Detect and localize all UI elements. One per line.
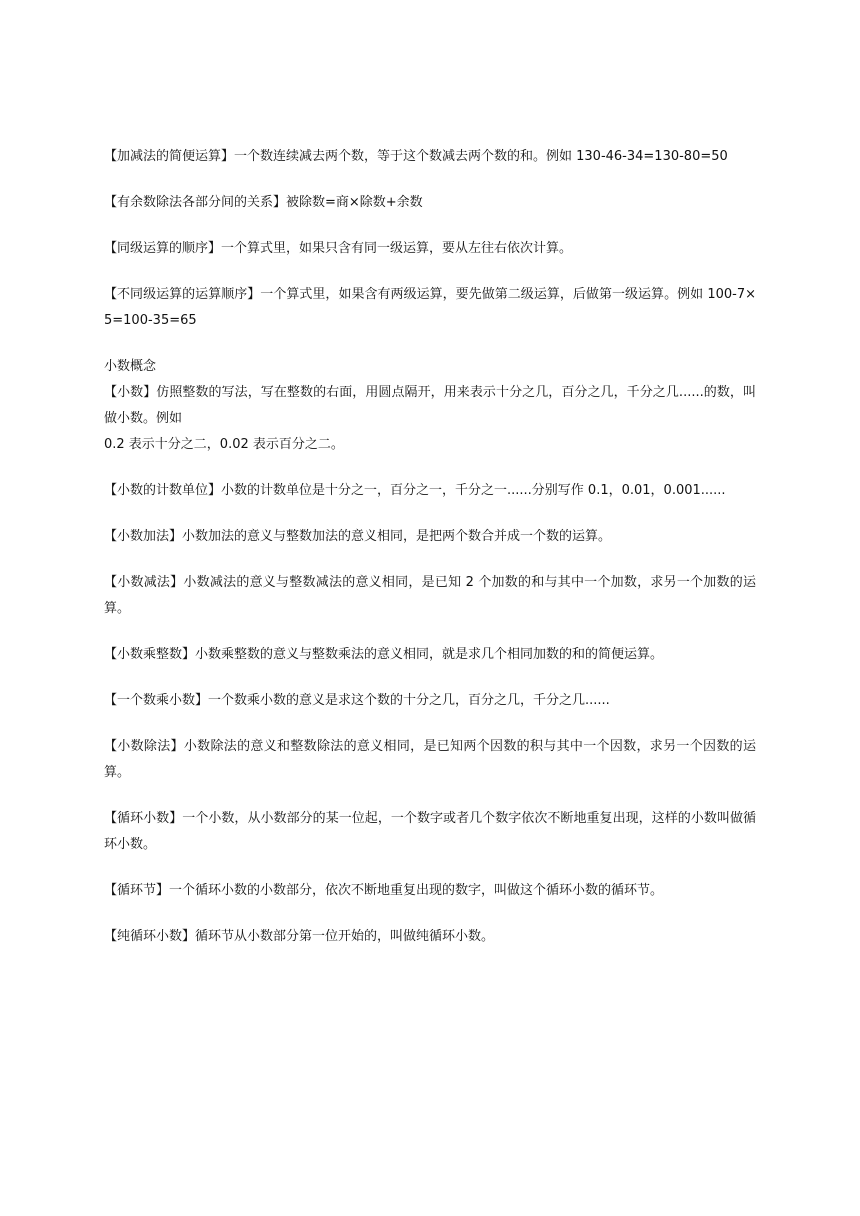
section-heading-decimals: 小数概念	[104, 359, 157, 374]
paragraph-division-with-remainder: 【有余数除法各部分间的关系】被除数=商×除数+余数	[104, 195, 423, 210]
paragraph-repetend: 【循环节】一个循环小数的小数部分，依次不断地重复出现的数字，叫做这个循环小数的循环节。	[104, 883, 664, 898]
paragraph-decimal-subtraction: 【小数减法】小数减法的意义与整数减法的意义相同，是已知 2 个加数的和与其中一个加数，求另一个加数的运算。	[104, 575, 756, 616]
paragraph-simplified-add-subtract: 【加减法的简便运算】一个数连续减去两个数，等于这个数减去两个数的和。例如 130-46-34=130-80=50	[104, 149, 728, 164]
paragraph-different-level-order: 【不同级运算的运算顺序】一个算式里，如果含有两级运算，要先做第二级运算，后做第一级运算。例如 100-7×5=100-35=65	[104, 287, 756, 328]
paragraph-decimal-definition	[104, 380, 756, 458]
document-body	[104, 144, 756, 970]
paragraph-decimal-addition: 【小数加法】小数加法的意义与整数加法的意义相同，是把两个数合并成一个数的运算。	[104, 529, 612, 544]
paragraph-same-level-order: 【同级运算的顺序】一个算式里，如果只含有同一级运算，要从左往右依次计算。	[104, 241, 573, 256]
paragraph-number-times-decimal: 【一个数乘小数】一个数乘小数的意义是求这个数的十分之几，百分之几，千分之几......	[104, 693, 610, 708]
paragraph-pure-recurring-decimal: 【纯循环小数】循环节从小数部分第一位开始的，叫做纯循环小数。	[104, 929, 495, 944]
paragraph-recurring-decimal: 【循环小数】一个小数，从小数部分的某一位起，一个数字或者几个数字依次不断地重复出现，这样的小数叫做循环小数。	[104, 811, 756, 852]
paragraph-decimal-units: 【小数的计数单位】小数的计数单位是十分之一，百分之一，千分之一......分别写作 0.1，0.01，0.001......	[104, 483, 726, 498]
paragraph-decimal-times-integer: 【小数乘整数】小数乘整数的意义与整数乘法的意义相同，就是求几个相同加数的和的简便运算。	[104, 647, 664, 662]
paragraph-decimal-division: 【小数除法】小数除法的意义和整数除法的意义相同，是已知两个因数的积与其中一个因数，求另一个因数的运算。	[104, 739, 756, 780]
decimal-definition-text: 【小数】仿照整数的写法，写在整数的右面，用圆点隔开，用来表示十分之几，百分之几，千分之几......的数，叫做小数。例如	[104, 385, 756, 426]
decimal-definition-example: 0.2 表示十分之二，0.02 表示百分之二。	[104, 437, 344, 452]
